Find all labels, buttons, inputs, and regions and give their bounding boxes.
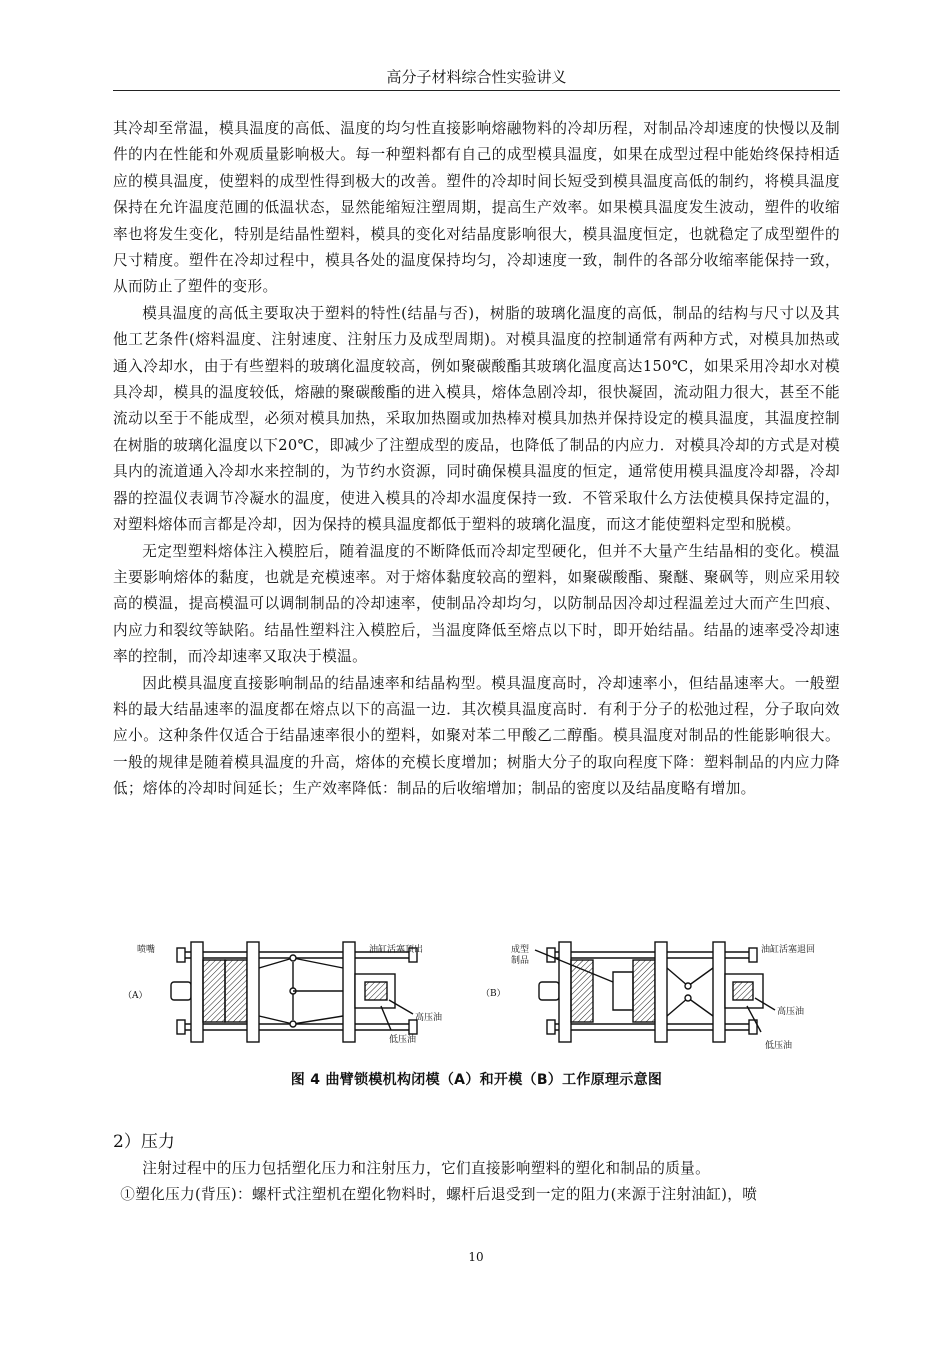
page-number: 10 — [468, 1250, 484, 1264]
panel-a-label: （A） — [123, 991, 148, 1001]
header-title: 高分子材料综合性实验讲义 — [386, 68, 567, 86]
panel-b-label: （B） — [481, 989, 506, 999]
paragraph-4: 因此模具温度直接影响制品的结晶速率和结晶构型。模具温度高时，冷却速率小，但结晶速率大。一般塑料的最大结晶速率的温度都在熔点以下的高温一边．其次模具温度高时．有利于分子的松弛过程，分子取向效应小。这种条件仅适合于结晶速率很小的塑料，如聚对苯二甲酸乙二醇酯。模具温度对制品的性能影响很大。一般的规律是随着模具温度的升高，熔体的充模长度增加；树脂大分子的取向程度下降：塑料制品的内应力降低；熔体的冷却时间延长；生产效率降低：制品的后收缩增加；制品的密度以及结晶度略有增加。 — [113, 674, 840, 798]
molded-product-label-line2: 制品 — [511, 956, 530, 966]
section-heading: 2）压力 — [113, 1132, 175, 1152]
nozzle-label: 喷嘴 — [137, 945, 156, 955]
paragraph-3: 无定型塑料熔体注入模腔后，随着温度的不断降低而冷却定型硬化，但并不大量产生结晶相的变化。模温主要影响熔体的黏度，也就是充模速率。对于熔体黏度较高的塑料，如聚碳酸酯、聚醚、聚砜等，则应采用较高的模温，提高模温可以调制制品的冷却速率，使制品冷却均匀，以防制品因冷却过程温差过大而产生凹痕、内应力和裂纹等缺陷。结晶性塑料注入模腔后，当温度降低至熔点以下时，即开始结晶。结晶的速率受冷却速率的控制，而冷却速率又取决于模温。 — [113, 542, 840, 666]
toggle-clamp-figure — [113, 938, 840, 1066]
page-header — [113, 64, 840, 91]
low-pressure-oil-label-b: 低压油 — [765, 1041, 793, 1051]
high-pressure-oil-label-b: 高压油 — [777, 1007, 805, 1017]
section-paragraph-1: 注射过程中的压力包括塑化压力和注射压力，它们直接影响塑料的塑化和制品的质量。 — [142, 1160, 711, 1177]
panel-b-diagram — [535, 942, 775, 1042]
panel-a-diagram — [171, 942, 417, 1042]
molded-product-label-line1: 成型 — [511, 945, 530, 955]
high-pressure-oil-label-a: 高压油 — [415, 1013, 443, 1023]
section-paragraph-2: ①塑化压力(背压)：螺杆式注塑机在塑化物料时，螺杆后退受到一定的阻力(来源于注射油缸)，喷 — [120, 1186, 758, 1204]
toggle-clamp-diagram — [113, 938, 840, 1066]
section-text — [113, 1156, 840, 1209]
paragraph-2: 模具温度的高低主要取决于塑料的特性(结晶与否)，树脂的玻璃化温度的高低，制品的结构与尺寸以及其他工艺条件(熔料温度、注射速度、注射压力及成型周期)。对模具温度的控制通常有两种方式，对模具加热或通入冷却水，由于有些塑料的玻璃化温度较高，例如聚碳酸酯其玻璃化温度高达150℃，如果采用冷却水对模具冷却，模具的温度较低，熔融的聚碳酸酯的进入模具，熔体急剧冷却，很快凝固，流动阻力很大，甚至不能流动以至于不能成型，必须对模具加热，采取加热圈或加热棒对模具加热并保持设定的模具温度，其温度控制在树脂的玻璃化温度以下20℃，即减少了注塑成型的废品，也降低了制品的内应力．对模具冷却的方式是对模具内的流道通入冷却水来控制的，为节约水资源，同时确保模具温度的恒定，通常使用模具温度冷却器，冷却器的控温仪表调节冷凝水的温度，使进入模具的冷却水温度保持一致．不管采取什么方法使模具保持定温的，对塑料熔体而言都是冷却，因为保持的模具温度都低于塑料的玻璃化温度，而这才能使塑料定型和脱模。 — [113, 304, 840, 534]
cylinder-retract-label: 油缸活塞退回 — [761, 945, 816, 955]
low-pressure-oil-label-a: 低压油 — [389, 1035, 417, 1045]
paragraph-1: 其冷却至常温，模具温度的高低、温度的均匀性直接影响熔融物料的冷却历程，对制品冷却速度的快慢以及制件的内在性能和外观质量影响极大。每一种塑料都有自己的成型模具温度，如果在成型过程中能始终保持相适应的模具温度，使塑料的成型性得到极大的改善。塑件的冷却时间长短受到模具温度高低的制约，将模具温度保持在允许温度范圃的低温状态，显然能缩短注塑周期，提高生产效率。如果模具温度发生波动，塑件的收缩率也将发生变化，特别是结晶性塑料，模具的变化对结晶度影响很大，模具温度恒定，也就稳定了成型塑件的尺寸精度。塑件在冷却过程中，模具各处的温度保持均匀，冷却速度一致，制件的各部分收缩率能保持一致，从而防止了塑件的变形。 — [113, 120, 840, 296]
body-text — [113, 116, 840, 803]
figure-caption: 图 4 曲臂锁模机构闭模（A）和开模（B）工作原理示意图 — [290, 1072, 663, 1088]
cylinder-push-label: 油缸活塞顶出 — [369, 945, 424, 955]
